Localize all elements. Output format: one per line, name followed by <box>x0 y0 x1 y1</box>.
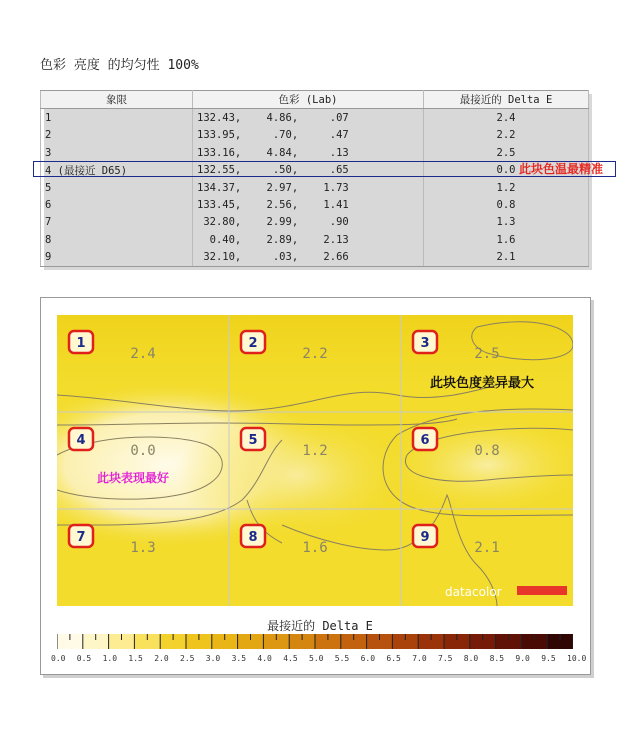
cell-id-label: 7 <box>76 530 86 545</box>
legend-tick-label: 3.0 <box>205 654 221 663</box>
cell-delta-e: 0.8 <box>424 196 589 213</box>
legend-tick-label: 8.5 <box>489 654 505 663</box>
cell-quadrant: 2 <box>41 127 193 144</box>
annotation-max-diff: 此块色度差异最大 <box>430 376 535 391</box>
cell-id-label: 9 <box>420 530 430 545</box>
cell-delta-e: 2.2 <box>424 127 589 144</box>
table-row <box>41 231 589 248</box>
legend-tick-label: 0.5 <box>76 654 92 663</box>
table-row <box>41 249 589 267</box>
cell-quadrant: 7 <box>41 214 193 231</box>
cell-delta-e-value: 2.1 <box>474 540 500 556</box>
legend-tick-label: 1.5 <box>128 654 143 663</box>
uniformity-table-wrap <box>40 90 588 268</box>
table-header-row <box>41 91 589 109</box>
cell-color-lab: 132.55, .50, .65 <box>193 162 424 179</box>
legend-tick-label: 0.0 <box>51 654 66 663</box>
cell-quadrant: 5 <box>41 179 193 196</box>
cell-delta-e-value: 1.2 <box>302 443 328 459</box>
cell-delta-e: 0.0 <box>424 162 589 179</box>
cell-color-lab: 32.10, .03, 2.66 <box>193 249 424 267</box>
cell-delta-e-value: 1.6 <box>302 540 328 556</box>
cell-id-label: 8 <box>248 530 258 545</box>
cell-quadrant: 8 <box>41 231 193 248</box>
header-quadrant: 象限 <box>41 91 193 109</box>
cell-quadrant: 1 <box>41 109 193 127</box>
cell-quadrant: 9 <box>41 249 193 267</box>
cell-delta-e-value: 2.5 <box>474 346 500 362</box>
watermark-bar <box>517 586 567 595</box>
highlight-note: 此块色温最精准 <box>519 162 604 176</box>
watermark-logo: datacolor <box>445 585 502 599</box>
header-color-lab: 色彩 (Lab) <box>193 91 424 109</box>
legend-tick-label: 1.0 <box>102 654 118 663</box>
legend-tick-label: 2.0 <box>154 654 169 663</box>
uniformity-table <box>40 90 589 267</box>
cell-color-lab: 133.16, 4.84, .13 <box>193 144 424 161</box>
cell-color-lab: 0.40, 2.89, 2.13 <box>193 231 424 248</box>
legend-tick-label: 4.0 <box>257 654 272 663</box>
legend-tick-label: 6.5 <box>386 654 401 663</box>
legend-tick-label: 8.0 <box>463 654 479 663</box>
cell-delta-e-value: 2.4 <box>130 346 156 362</box>
heatmap <box>57 315 573 606</box>
cell-id-label: 4 <box>76 433 86 448</box>
cell-delta-e-value: 0.0 <box>130 443 156 459</box>
table-row <box>41 214 589 231</box>
header-delta-e: 最接近的 Delta E <box>424 91 589 109</box>
table-row <box>41 196 589 213</box>
cell-delta-e: 2.5 <box>424 144 589 161</box>
cell-id-label: 1 <box>76 336 86 351</box>
cell-color-lab: 32.80, 2.99, .90 <box>193 214 424 231</box>
heatmap-svg <box>57 315 573 606</box>
legend-tick-label: 10.0 <box>567 654 587 663</box>
annotation-best: 此块表现最好 <box>97 471 170 485</box>
legend-svg <box>57 634 573 649</box>
legend-tick-label: 2.5 <box>180 654 195 663</box>
page-title: 色彩 亮度 的均匀性 100% <box>40 58 199 73</box>
cell-color-lab: 133.45, 2.56, 1.41 <box>193 196 424 213</box>
legend-tick-label: 5.0 <box>309 654 324 663</box>
cell-delta-e: 1.2 <box>424 179 589 196</box>
cell-delta-e-value: 0.8 <box>474 443 500 459</box>
legend-title: 最接近的 Delta E <box>267 619 373 633</box>
cell-delta-e: 1.3 <box>424 214 589 231</box>
legend-tick-label: 7.0 <box>412 654 427 663</box>
table-row <box>41 144 589 161</box>
table-row <box>41 109 589 127</box>
cell-quadrant: 4 (最接近 D65) <box>41 162 193 179</box>
legend-tick-label: 7.5 <box>438 654 453 663</box>
cell-delta-e-value: 1.3 <box>130 540 156 556</box>
legend-ticks <box>50 654 587 666</box>
cell-id-label: 2 <box>248 336 258 351</box>
cell-id-label: 3 <box>420 336 430 351</box>
cell-id-label: 5 <box>248 433 258 448</box>
cell-color-lab: 132.43, 4.86, .07 <box>193 109 424 127</box>
cell-quadrant: 6 <box>41 196 193 213</box>
legend-tick-label: 6.0 <box>360 654 376 663</box>
color-legend <box>57 634 573 649</box>
cell-color-lab: 134.37, 2.97, 1.73 <box>193 179 424 196</box>
cell-delta-e-value: 2.2 <box>302 346 328 362</box>
cell-delta-e: 1.6 <box>424 231 589 248</box>
table-row <box>41 179 589 196</box>
cell-id-label: 6 <box>420 433 430 448</box>
cell-quadrant: 3 <box>41 144 193 161</box>
table-row <box>41 127 589 144</box>
legend-tick-label: 3.5 <box>231 654 247 663</box>
legend-tick-label: 9.0 <box>515 654 530 663</box>
legend-tick-label: 5.5 <box>334 654 350 663</box>
cell-color-lab: 133.95, .70, .47 <box>193 127 424 144</box>
cell-delta-e: 2.4 <box>424 109 589 127</box>
legend-tick-label: 4.5 <box>283 654 298 663</box>
cell-delta-e: 2.1 <box>424 249 589 267</box>
legend-tick-label: 9.5 <box>541 654 556 663</box>
